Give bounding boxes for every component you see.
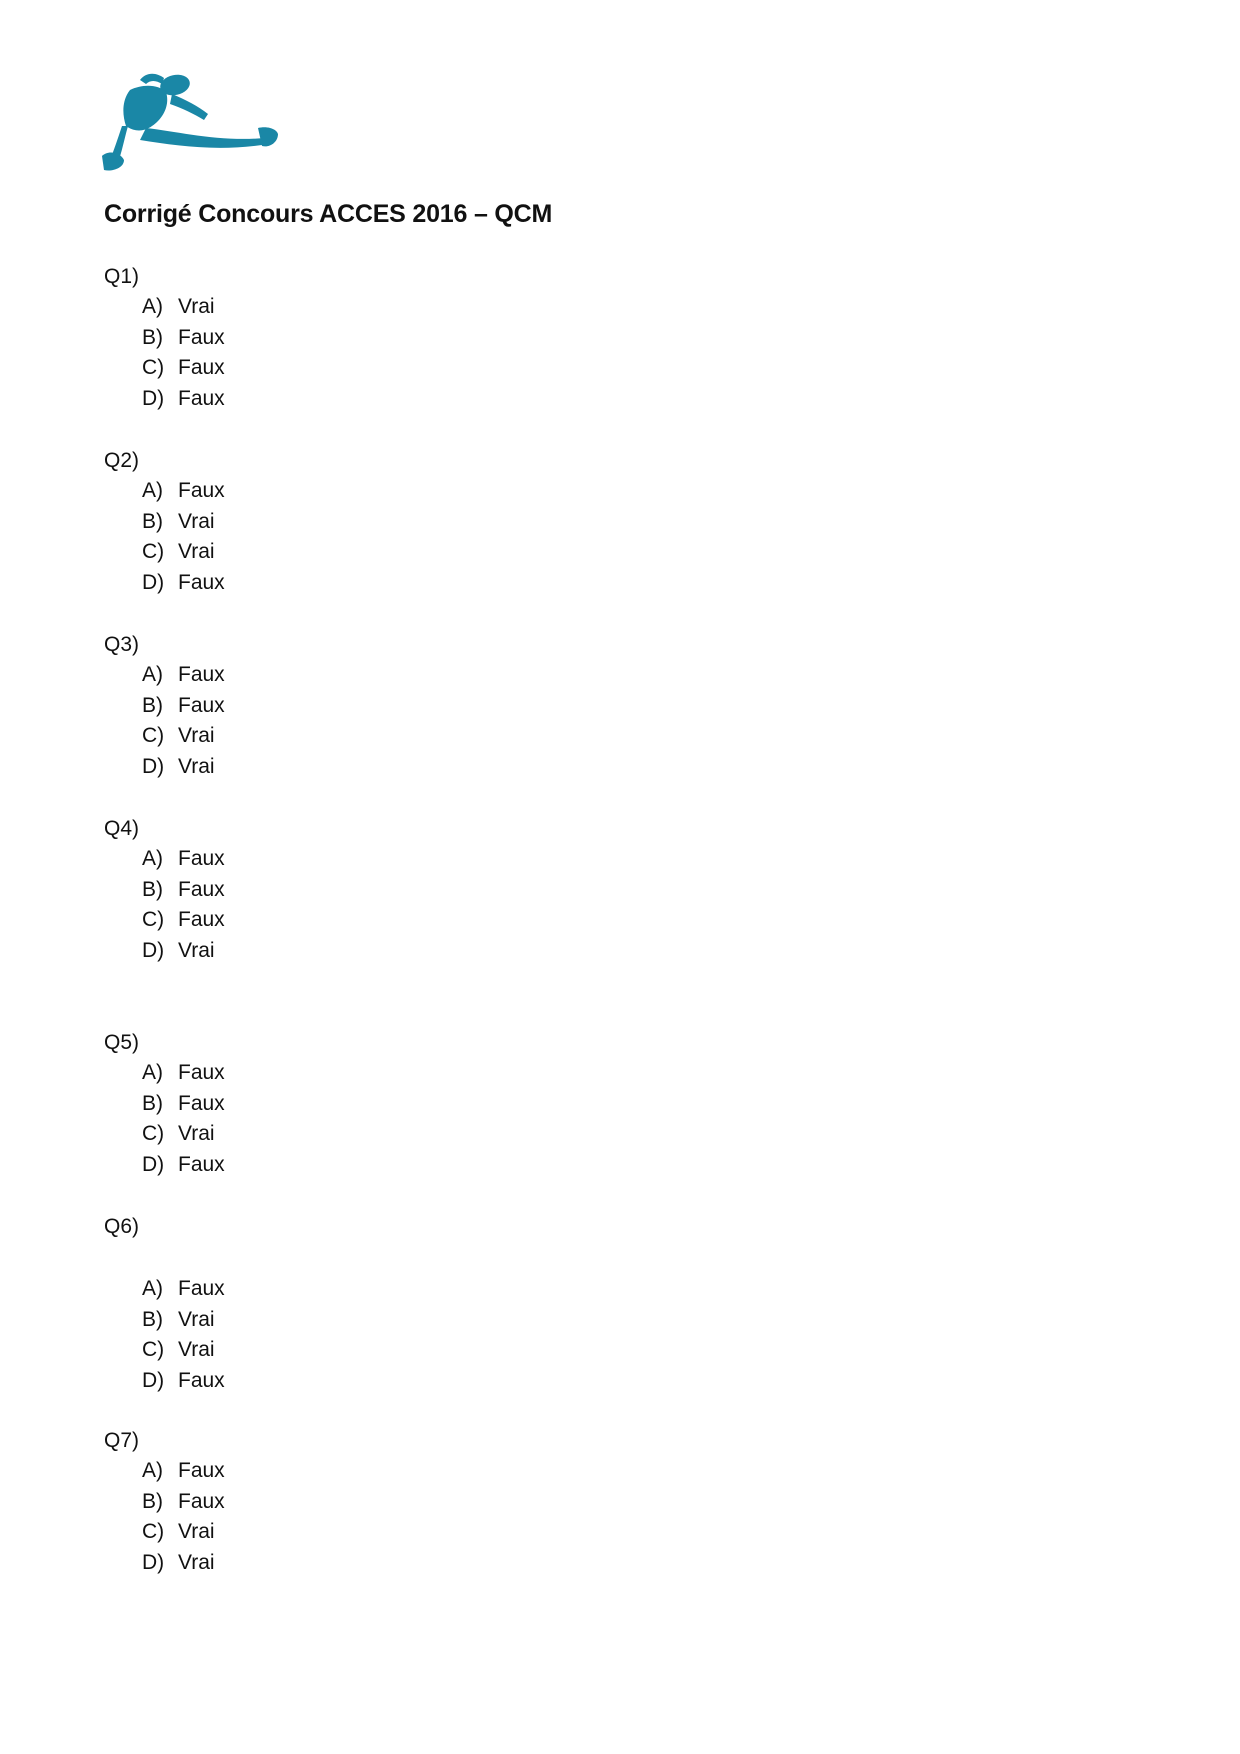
answer-option: B) [142, 1489, 163, 1513]
question-block [104, 446, 704, 598]
answer-option: D) [142, 570, 165, 594]
answer-option: D) [142, 1550, 165, 1574]
answer-item [104, 292, 704, 323]
answer-item [104, 691, 704, 722]
answer-item [104, 1335, 704, 1366]
answer-option: B) [142, 1307, 163, 1331]
question-block [104, 814, 704, 966]
runner-logo-icon [100, 70, 280, 178]
question-block [104, 1028, 704, 1180]
answer-value: Faux [178, 1091, 225, 1115]
answer-option: A) [142, 1277, 163, 1300]
answer-option: C) [142, 1338, 165, 1362]
answer-option: D) [142, 754, 165, 778]
answer-option: C) [142, 908, 165, 932]
answer-option: B) [142, 509, 163, 533]
answer-option: B) [142, 877, 163, 901]
question-block [104, 262, 704, 414]
question-label: Q7) [104, 1429, 140, 1452]
answer-value: Vrai [178, 1550, 215, 1574]
answer-option: A) [142, 847, 163, 870]
answer-value: Vrai [178, 1520, 215, 1544]
answer-value: Faux [178, 693, 225, 717]
answer-value: Faux [178, 325, 225, 349]
answer-item [104, 875, 704, 906]
answer-item [104, 1366, 704, 1397]
answer-option: B) [142, 693, 163, 717]
answer-option: A) [142, 1061, 163, 1084]
answer-item [104, 568, 704, 599]
answer-value: Faux [178, 908, 225, 932]
answer-item [104, 1548, 704, 1579]
answer-list [104, 292, 704, 414]
answer-option: C) [142, 540, 165, 564]
answer-item [104, 323, 704, 354]
answer-list [104, 1456, 704, 1578]
answer-option: A) [142, 663, 163, 686]
answer-item [104, 752, 704, 783]
answer-option: D) [142, 1368, 165, 1392]
answer-item [104, 1089, 704, 1120]
answer-value: Faux [178, 570, 225, 594]
answer-item [104, 1487, 704, 1518]
answer-item [104, 1150, 704, 1181]
question-label: Q4) [104, 817, 140, 840]
answer-value: Faux [178, 1368, 225, 1392]
question-label: Q6) [104, 1215, 140, 1238]
answer-value: Vrai [178, 509, 215, 533]
answer-item [104, 844, 704, 875]
answer-value: Faux [178, 356, 225, 380]
answer-value: Faux [178, 386, 225, 410]
answer-option: B) [142, 1091, 163, 1115]
answer-item [104, 1456, 704, 1487]
question-label: Q1) [104, 265, 140, 288]
question-block [104, 1426, 704, 1578]
answer-item [104, 476, 704, 507]
answer-item [104, 1517, 704, 1548]
answer-value: Vrai [178, 295, 215, 318]
answer-list [104, 476, 704, 598]
answer-list [104, 1058, 704, 1180]
answer-option: C) [142, 1122, 165, 1146]
question-block [104, 1212, 704, 1396]
answer-value: Vrai [178, 1122, 215, 1146]
answer-value: Faux [178, 1277, 225, 1300]
answer-option: A) [142, 295, 163, 318]
answer-item [104, 721, 704, 752]
question-label: Q3) [104, 633, 140, 656]
answer-option: B) [142, 325, 163, 349]
answer-option: D) [142, 938, 165, 962]
answer-item [104, 537, 704, 568]
answer-item [104, 660, 704, 691]
answer-value: Faux [178, 479, 225, 502]
answer-item [104, 1305, 704, 1336]
answer-list [104, 1274, 704, 1396]
answer-option: A) [142, 479, 163, 502]
answer-item [104, 905, 704, 936]
answer-option: A) [142, 1459, 163, 1482]
answer-value: Vrai [178, 938, 215, 962]
answer-value: Vrai [178, 724, 215, 748]
page-title: Corrigé Concours ACCES 2016 – QCM [104, 200, 553, 228]
answer-option: C) [142, 1520, 165, 1544]
answer-item [104, 1274, 704, 1305]
answer-item [104, 936, 704, 967]
answer-value: Vrai [178, 540, 215, 564]
answer-item [104, 1058, 704, 1089]
question-label: Q2) [104, 449, 140, 472]
answer-item [104, 1119, 704, 1150]
answer-value: Faux [178, 1489, 225, 1513]
answer-value: Faux [178, 847, 225, 870]
answer-item [104, 384, 704, 415]
answer-item [104, 507, 704, 538]
answer-value: Vrai [178, 1307, 215, 1331]
question-label: Q5) [104, 1031, 140, 1054]
question-block [104, 630, 704, 782]
answer-option: C) [142, 724, 165, 748]
answer-list [104, 844, 704, 966]
answer-option: D) [142, 1152, 165, 1176]
answer-value: Faux [178, 877, 225, 901]
answer-list [104, 660, 704, 782]
answer-option: D) [142, 386, 165, 410]
answer-item [104, 353, 704, 384]
answer-value: Vrai [178, 1338, 215, 1362]
answer-value: Faux [178, 1152, 225, 1176]
answer-option: C) [142, 356, 165, 380]
answer-value: Faux [178, 1061, 225, 1084]
answer-value: Vrai [178, 754, 215, 778]
answer-value: Faux [178, 663, 225, 686]
answer-value: Faux [178, 1459, 225, 1482]
